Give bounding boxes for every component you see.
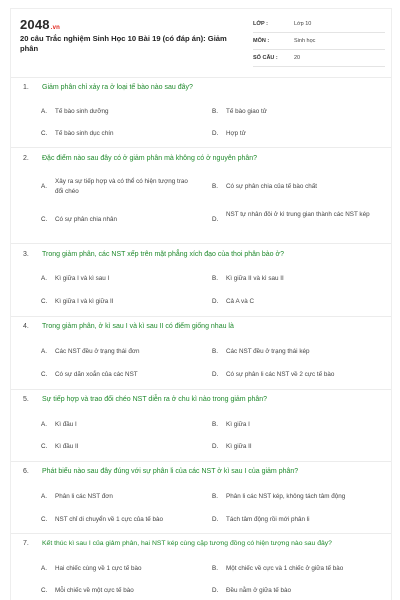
option-letter: C. — [41, 130, 48, 137]
logo-text: 2048 — [20, 17, 50, 32]
question-number: 6. — [23, 468, 29, 475]
question-number: 4. — [23, 323, 29, 330]
option-text: Đều nằm ở giữa tế bào — [226, 587, 292, 594]
option-text: Kì giữa I và kì giữa II — [55, 298, 114, 305]
option-letter: B. — [212, 348, 218, 355]
option-text: Phân li các NST kép, không tách tâm động — [226, 493, 346, 500]
option-text: Kì giữa I — [226, 421, 250, 428]
option-text: Kì giữa I và kì sau I — [55, 275, 110, 282]
question-text: Giảm phân chỉ xảy ra ở loại tế bào nào sau đây? — [42, 84, 193, 91]
option-text: Mỗi chiếc về một cực tế bào — [55, 587, 134, 594]
question-number: 2. — [23, 155, 29, 162]
option-text: NST chỉ di chuyển về 1 cực của tế bào — [55, 516, 164, 523]
option-letter: D. — [212, 298, 219, 305]
question-number: 3. — [23, 251, 29, 258]
question-text: Trong giảm phân, ở kì sau I và kì sau II có điểm giống nhau là — [42, 323, 234, 330]
question-text: Kết thúc kì sau I của giảm phân, hai NST kép cùng cặp tương đồng có hiện tượng nào sau đây? — [42, 540, 332, 547]
question-header — [23, 83, 383, 93]
option-letter: A. — [41, 108, 47, 115]
question-text: Đặc điểm nào sau đây có ở giảm phân mà không có ở nguyên phân? — [42, 155, 258, 162]
meta-key: LỚP : — [253, 21, 268, 27]
question-header — [23, 322, 383, 332]
option-letter: B. — [212, 108, 218, 115]
document-page — [10, 8, 392, 600]
question-number: 5. — [23, 396, 29, 403]
option-letter: B. — [212, 493, 218, 500]
divider — [11, 461, 391, 462]
option-text: Kì đầu I — [55, 421, 77, 428]
option-letter: A. — [41, 421, 47, 428]
meta-table — [253, 19, 385, 70]
question-number: 7. — [23, 540, 29, 547]
question-text: Sự tiếp hợp và trao đổi chéo NST diễn ra ở chu kì nào trong giảm phân? — [42, 396, 268, 403]
site-logo[interactable] — [20, 17, 60, 32]
option-letter: C. — [41, 216, 48, 223]
option-text: Kì giữa II và kì sau II — [226, 275, 284, 282]
option-text: NST tự nhân đôi ở kì trung gian thành các NST kép — [226, 211, 370, 218]
option-text: Kì đầu II — [55, 443, 79, 450]
option-text: Cả A và C — [226, 298, 255, 305]
option-text: Tế bào sinh dưỡng — [55, 108, 109, 115]
option-text: Xảy ra sự tiếp hợp và có thể có hiện tượng trao đổi chéo — [55, 178, 188, 195]
question-text: Trong giảm phân, các NST xếp trên mặt phẳng xích đạo của thoi phân bào ở? — [42, 251, 284, 258]
option-text: Hai chiếc cùng về 1 cực tế bào — [55, 565, 142, 572]
option-text: Có sự phân chia nhân — [55, 216, 117, 223]
option-text: Hợp tử — [226, 130, 246, 137]
option-letter: B. — [212, 565, 218, 572]
option-text: Phân li các NST đơn — [55, 493, 113, 500]
option-letter: B. — [212, 275, 218, 282]
option-letter: A. — [41, 183, 47, 190]
meta-row-subject — [253, 36, 385, 50]
option-letter: A. — [41, 493, 47, 500]
option-letter: B. — [212, 183, 218, 190]
option-letter: C. — [41, 516, 48, 523]
option-letter: C. — [41, 587, 48, 594]
option-text: Các NST đều ở trạng thái đơn — [55, 348, 140, 355]
question-header — [23, 250, 383, 260]
option-text: Có sự phân chia của tế bào chất — [226, 183, 318, 190]
option-letter: D. — [212, 130, 219, 137]
meta-value: Sinh học — [294, 38, 316, 44]
question-header — [23, 539, 383, 549]
question-header — [23, 154, 383, 164]
meta-value: Lớp 10 — [294, 21, 312, 27]
option-text: Một chiếc về cực và 1 chiếc ở giữa tế bào — [226, 565, 344, 572]
divider — [11, 316, 391, 317]
option-text: Có sự phân li các NST về 2 cực tế bào — [226, 371, 335, 378]
option-letter: D. — [212, 216, 219, 223]
option-letter: A. — [41, 348, 47, 355]
meta-row-class — [253, 19, 385, 33]
option-letter: C. — [41, 298, 48, 305]
option-letter: A. — [41, 565, 47, 572]
divider — [11, 389, 391, 390]
question-number: 1. — [23, 84, 29, 91]
option-letter: B. — [212, 421, 218, 428]
option-text: Các NST đều ở trạng thái kép — [226, 348, 310, 355]
document-title: 20 câu Trắc nghiệm Sinh Học 10 Bài 19 (có đáp án): Giảm phân — [20, 34, 227, 53]
option-text: Tách tâm động rồi mới phân li — [226, 516, 310, 523]
logo-suffix: .vn — [50, 25, 61, 31]
option-letter: D. — [212, 443, 219, 450]
meta-row-count — [253, 53, 385, 67]
divider — [11, 77, 391, 78]
meta-key: MÔN : — [253, 38, 270, 44]
meta-key: SỐ CÂU : — [253, 55, 278, 61]
option-letter: D. — [212, 587, 219, 594]
divider — [11, 243, 391, 244]
option-letter: D. — [212, 516, 219, 523]
option-letter: A. — [41, 275, 47, 282]
option-letter: D. — [212, 371, 219, 378]
option-text: Kì giữa II — [226, 443, 252, 450]
option-text: Tế bào sinh dục chín — [55, 130, 114, 137]
meta-value: 20 — [294, 55, 301, 61]
option-letter: C. — [41, 371, 48, 378]
option-text: Tế bào giao tử — [226, 108, 267, 115]
question-header — [23, 467, 383, 477]
option-text: Có sự dãn xoắn của các NST — [55, 371, 138, 378]
question-header — [23, 395, 383, 405]
divider — [11, 147, 391, 148]
divider — [11, 533, 391, 534]
option-letter: C. — [41, 443, 48, 450]
question-text: Phát biểu nào sau đây đúng với sự phân li của các NST ở kì sau I của giảm phân? — [42, 468, 299, 475]
document-header — [11, 9, 391, 73]
